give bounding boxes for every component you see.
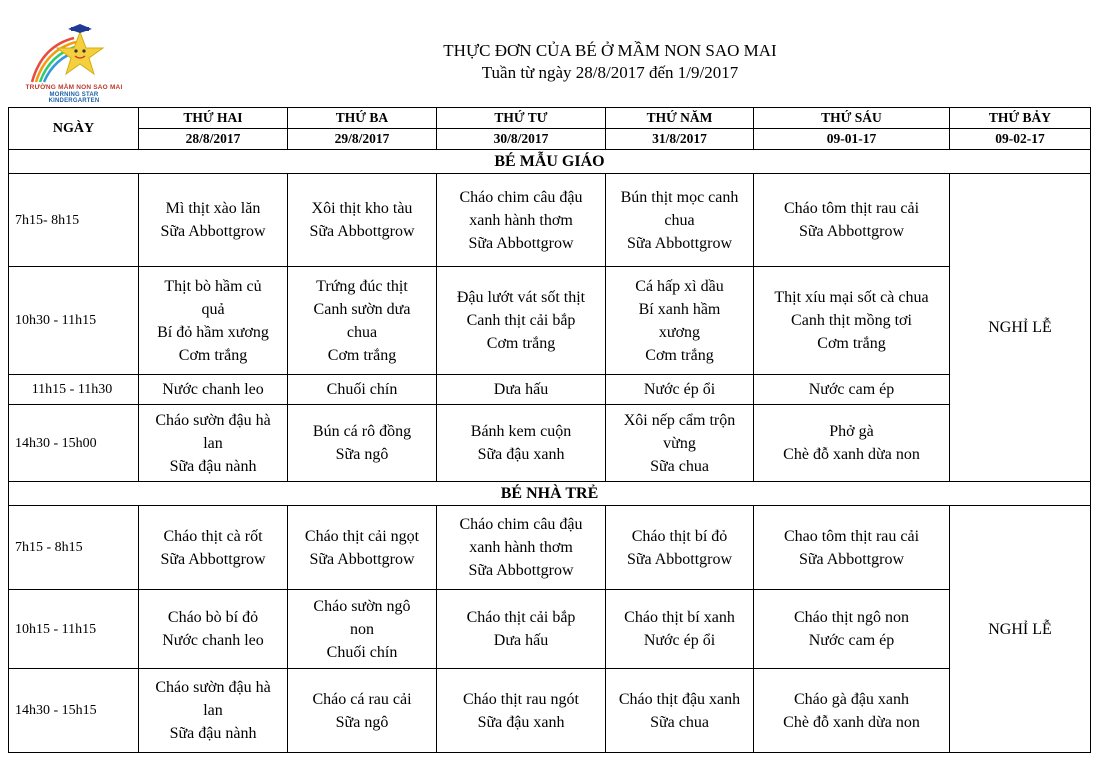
meal-row — [9, 669, 1091, 753]
meal-time: 7h15 - 8h15 — [9, 506, 139, 590]
menu-item: Cháo tôm thịt rau cải — [783, 200, 920, 217]
menu-item: lan — [203, 434, 223, 452]
menu-cell — [754, 267, 950, 375]
day-date-header: 09-01-17 — [754, 129, 950, 150]
menu-cell — [139, 405, 288, 482]
menu-item: Canh sườn dưa — [313, 300, 411, 318]
meal-row — [9, 267, 1091, 375]
meal-row — [9, 375, 1091, 405]
menu-item: Nước ép ổi — [643, 632, 716, 649]
meal-time: 11h15 - 11h30 — [9, 375, 139, 405]
menu-cell — [139, 174, 288, 267]
menu-item: Cháo thịt cải ngọt — [304, 527, 420, 545]
menu-item: Bún thịt mọc canh — [620, 188, 739, 206]
menu-item: Cơm trắng — [645, 346, 714, 364]
menu-item: Bí đỏ hầm xương — [157, 323, 269, 341]
menu-item: Sữa ngô — [335, 713, 389, 731]
menu-item: Sữa Abbottgrow — [798, 223, 905, 240]
menu-item: Cháo sườn đậu hà — [155, 411, 271, 429]
menu-cell — [437, 405, 606, 482]
meal-row — [9, 174, 1091, 267]
menu-item: Chuối chín — [326, 381, 398, 398]
menu-item: Bánh kem cuộn — [470, 423, 572, 440]
menu-cell — [437, 590, 606, 669]
menu-item: Sữa Abbottgrow — [468, 234, 574, 252]
menu-item: lan — [203, 702, 223, 719]
menu-item: Nước chanh leo — [162, 381, 264, 398]
menu-cell — [288, 375, 437, 405]
star-mascot-icon — [24, 24, 124, 84]
menu-item: xanh hành thơm — [469, 211, 573, 229]
menu-cell — [754, 375, 950, 405]
menu-item: Sữa Abbottgrow — [309, 550, 415, 568]
menu-item: Thịt bò hầm củ — [164, 277, 262, 295]
menu-item: Nước chanh leo — [162, 632, 264, 649]
menu-item: Cháo chim câu đậu — [459, 188, 583, 206]
meal-time: 10h30 - 11h15 — [9, 267, 139, 375]
menu-cell — [139, 590, 288, 669]
menu-cell — [288, 174, 437, 267]
menu-cell — [606, 506, 754, 590]
menu-item: Cơm trắng — [327, 346, 397, 364]
menu-cell — [606, 267, 754, 375]
day-name-header: THỨ TƯ — [437, 108, 606, 129]
menu-cell — [288, 590, 437, 669]
menu-cell — [606, 375, 754, 405]
menu-cell — [437, 174, 606, 267]
menu-cell — [754, 405, 950, 482]
section-header-row — [9, 150, 1091, 174]
menu-item: non — [350, 620, 374, 638]
meal-row — [9, 506, 1091, 590]
menu-item: Chuối chín — [326, 643, 398, 661]
menu-item: Cháo thịt cà rốt — [163, 527, 263, 545]
menu-item: Cháo cá rau cải — [312, 690, 412, 708]
day-name-header: THỨ NĂM — [606, 108, 754, 129]
menu-cell — [754, 669, 950, 753]
menu-item: Sữa đậu xanh — [477, 713, 565, 731]
menu-item: Xôi thịt kho tàu — [311, 200, 413, 217]
menu-item: Xôi nếp cẩm trộn — [623, 411, 736, 429]
holiday-cell: NGHỈ LỄ — [950, 506, 1091, 753]
menu-item: chua — [346, 323, 378, 341]
menu-item: Cháo thịt bí đỏ — [631, 527, 728, 545]
menu-cell — [754, 174, 950, 267]
menu-item: Cháo gà đậu xanh — [793, 690, 910, 708]
menu-item: Chè đỗ xanh dừa non — [783, 446, 920, 463]
menu-cell — [606, 669, 754, 753]
menu-item: chua — [664, 211, 695, 229]
menu-cell — [606, 174, 754, 267]
menu-cell — [139, 267, 288, 375]
menu-cell — [606, 405, 754, 482]
section-header-row — [9, 482, 1091, 506]
menu-cell — [288, 267, 437, 375]
menu-item: vừng — [663, 434, 696, 452]
header-row-days — [9, 108, 1091, 129]
menu-item: Bí xanh hầm — [638, 300, 721, 318]
menu-item: Cháo thịt ngô non — [793, 609, 910, 626]
menu-item: Cơm trắng — [486, 335, 556, 352]
menu-item: xanh hành thơm — [469, 539, 573, 556]
menu-item: Dưa hấu — [493, 381, 549, 398]
menu-item: Dưa hấu — [493, 632, 549, 649]
school-logo — [24, 24, 124, 102]
menu-item: xương — [658, 323, 701, 341]
title-line-2: Tuần từ ngày 28/8/2017 đến 1/9/2017 — [481, 63, 739, 82]
day-date-header: 31/8/2017 — [606, 129, 754, 150]
day-date-header: 30/8/2017 — [437, 129, 606, 150]
menu-cell — [437, 375, 606, 405]
meal-row — [9, 405, 1091, 482]
menu-item: Bún cá rô đồng — [312, 423, 412, 440]
menu-item: Nước ép ổi — [643, 381, 716, 398]
menu-item: Sữa Abbottgrow — [160, 550, 266, 568]
menu-item: Mì thịt xào lăn — [165, 200, 261, 217]
day-date-header: 09-02-17 — [950, 129, 1091, 150]
menu-cell — [288, 669, 437, 753]
menu-cell — [139, 506, 288, 590]
menu-cell — [606, 590, 754, 669]
menu-item: Sữa chua — [650, 457, 709, 475]
menu-item: Sữa đậu xanh — [477, 446, 565, 463]
menu-item: Sữa Abbottgrow — [468, 562, 574, 579]
menu-item: Cháo thịt bí xanh — [624, 609, 735, 626]
day-name-header: THỨ HAI — [139, 108, 288, 129]
meal-time: 7h15- 8h15 — [9, 174, 139, 267]
menu-item: Cháo sườn ngô — [313, 597, 411, 615]
menu-item: Cháo thịt cải bắp — [466, 609, 576, 626]
menu-item: Sữa ngô — [335, 446, 389, 463]
menu-item: Thịt xíu mại sốt cà chua — [774, 289, 929, 306]
menu-cell — [288, 506, 437, 590]
menu-item: Sữa Abbottgrow — [798, 550, 905, 568]
menu-cell — [437, 506, 606, 590]
menu-item: Sữa chua — [650, 713, 709, 731]
menu-cell — [288, 405, 437, 482]
menu-cell — [754, 590, 950, 669]
menu-item: Nước cam ép — [808, 632, 895, 649]
page-title — [330, 40, 890, 84]
day-name-header: THỨ SÁU — [754, 108, 950, 129]
menu-cell — [139, 669, 288, 753]
menu-item: Cháo thịt đậu xanh — [618, 690, 741, 708]
menu-item: Sữa Abbottgrow — [626, 234, 733, 252]
section-title: BÉ NHÀ TRẺ — [9, 482, 1091, 506]
menu-item: Phở gà — [829, 423, 874, 440]
day-column-header: NGÀY — [9, 108, 139, 150]
menu-cell — [437, 267, 606, 375]
menu-cell — [139, 375, 288, 405]
menu-item: Cháo chim câu đậu — [459, 516, 583, 533]
menu-table — [8, 107, 1091, 753]
meal-time: 14h30 - 15h15 — [9, 669, 139, 753]
menu-item: Canh thịt cải bắp — [466, 312, 576, 329]
menu-item: quả — [201, 300, 225, 318]
menu-item: Cơm trắng — [817, 335, 886, 352]
day-date-header: 29/8/2017 — [288, 129, 437, 150]
logo-school-name-en: MORNING STAR KINDERGARTEN — [48, 92, 100, 104]
meal-time: 14h30 - 15h00 — [9, 405, 139, 482]
title-line-1: THỰC ĐƠN CỦA BÉ Ở MẦM NON SAO MAI — [443, 41, 777, 60]
menu-item: Nước cam ép — [808, 381, 895, 398]
menu-item: Sữa Abbottgrow — [309, 223, 415, 240]
meal-row — [9, 590, 1091, 669]
menu-item: Chè đỗ xanh dừa non — [783, 713, 920, 731]
menu-item: Canh thịt mồng tơi — [791, 312, 912, 329]
menu-cell — [437, 669, 606, 753]
menu-item: Đậu lướt vát sốt thịt — [456, 289, 586, 306]
menu-item: Sữa đậu nành — [169, 725, 257, 742]
logo-school-name: TRƯỜNG MẦM NON SAO MAI — [25, 84, 123, 91]
menu-item: Cá hấp xì dầu — [635, 277, 724, 295]
menu-item: Chao tôm thịt rau cải — [783, 527, 920, 545]
menu-item: Sữa đậu nành — [169, 457, 257, 475]
menu-item: Cháo sườn đậu hà — [155, 679, 271, 696]
day-name-header: THỨ BA — [288, 108, 437, 129]
holiday-cell: NGHỈ LỄ — [950, 174, 1091, 482]
menu-item: Sữa Abbottgrow — [626, 550, 733, 568]
menu-item: Sữa Abbottgrow — [160, 223, 266, 240]
meal-time: 10h15 - 11h15 — [9, 590, 139, 669]
day-name-header: THỨ BẢY — [950, 108, 1091, 129]
menu-cell — [754, 506, 950, 590]
section-title: BÉ MẪU GIÁO — [9, 150, 1091, 174]
menu-item: Cơm trắng — [178, 346, 248, 364]
menu-item: Cháo thịt rau ngót — [463, 690, 579, 708]
menu-item: Trứng đúc thịt — [316, 277, 408, 295]
day-date-header: 28/8/2017 — [139, 129, 288, 150]
menu-item: Cháo bò bí đỏ — [167, 609, 259, 626]
header-row-dates — [9, 129, 1091, 150]
